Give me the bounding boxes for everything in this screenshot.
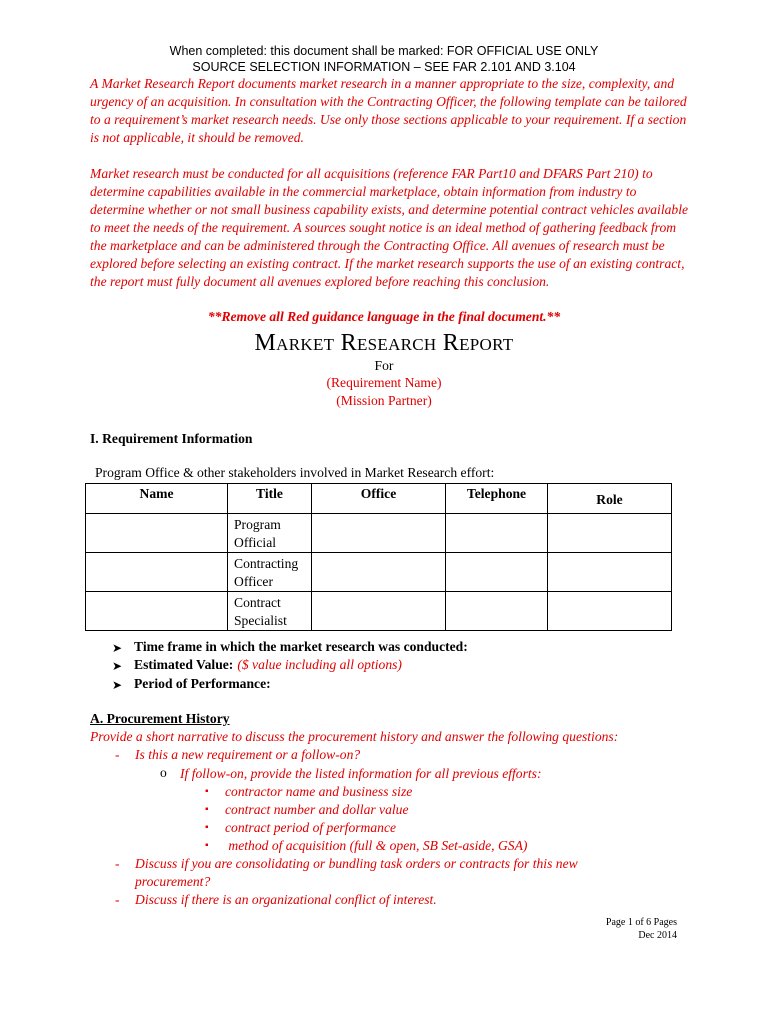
cell-office[interactable] bbox=[312, 553, 446, 592]
question-consolidating-line-1: Discuss if you are consolidating or bundling task orders or contracts for this new bbox=[135, 856, 578, 871]
question-conflict-of-interest: Discuss if there is an organizational conflict of interest. bbox=[135, 892, 437, 907]
classification-line-2: SOURCE SELECTION INFORMATION – SEE FAR 2.101 AND 3.104 bbox=[192, 60, 576, 74]
cell-telephone[interactable] bbox=[446, 514, 548, 553]
section-heading-procurement-history: A. Procurement History bbox=[90, 711, 230, 726]
list-item: contractor name and business size bbox=[225, 784, 413, 799]
cell-office[interactable] bbox=[312, 592, 446, 631]
section-heading-requirement-information: I. Requirement Information bbox=[90, 431, 253, 446]
table-row bbox=[86, 514, 672, 553]
title-for: For bbox=[374, 358, 394, 373]
cell-office[interactable] bbox=[312, 514, 446, 553]
circle-bullet: o bbox=[160, 765, 167, 780]
page-number: Page 1 of 6 Pages bbox=[605, 917, 677, 928]
col-header-office: Office bbox=[312, 484, 446, 514]
bullet-period-of-performance: ➤ Period of Performance: bbox=[112, 676, 271, 692]
arrow-bullet-icon: ➤ bbox=[112, 678, 123, 692]
requirement-name: (Requirement Name) bbox=[326, 375, 442, 390]
classification-line-1: When completed: this document shall be marked: FOR OFFICIAL USE ONLY bbox=[169, 44, 599, 58]
cell-title: Program Official bbox=[228, 514, 312, 553]
question-consolidating-line-2: procurement? bbox=[135, 874, 211, 889]
mission-partner: (Mission Partner) bbox=[336, 393, 432, 408]
table-row bbox=[86, 592, 672, 631]
square-bullet: ▪ bbox=[205, 840, 209, 851]
stakeholders-table bbox=[85, 483, 672, 631]
cell-role[interactable] bbox=[548, 592, 672, 631]
dash-bullet: - bbox=[115, 856, 120, 871]
col-header-role: Role bbox=[548, 484, 672, 514]
square-bullet: ▪ bbox=[205, 786, 209, 797]
follow-on-instructions: If follow-on, provide the listed information for all previous efforts: bbox=[180, 766, 542, 781]
bullet-timeframe: ➤ Time frame in which the market research was conducted: bbox=[112, 639, 468, 655]
square-bullet: ▪ bbox=[205, 804, 209, 815]
question-new-or-follow-on: Is this a new requirement or a follow-on? bbox=[135, 747, 361, 762]
col-header-name: Name bbox=[86, 484, 228, 514]
table-header-row bbox=[86, 484, 672, 514]
cell-role[interactable] bbox=[548, 514, 672, 553]
dash-bullet: - bbox=[115, 747, 120, 762]
arrow-bullet-icon: ➤ bbox=[112, 641, 123, 655]
col-header-telephone: Telephone bbox=[446, 484, 548, 514]
cell-role[interactable] bbox=[548, 553, 672, 592]
cell-name[interactable] bbox=[86, 514, 228, 553]
cell-name[interactable] bbox=[86, 592, 228, 631]
col-header-title: Title bbox=[228, 484, 312, 514]
cell-telephone[interactable] bbox=[446, 592, 548, 631]
guidance-paragraph-2: Market research must be conducted for all acquisitions (reference FAR Part10 and DFARS Part 210) to determine capabilities available in the commercial marketplace, obtain information from industry to determine whether or not small business capability exists, and determine potential contract vehicles available to meet the needs of the requirement. A sources sought notice is an ideal method of gathering feedback from the marketplace and can be administered through the Contracting Office. All avenues of research must be explored before selecting an existing contract. If the market research supports the use of an existing contract, the report must fully document all avenues explored before reaching this conclusion. bbox=[90, 166, 689, 289]
square-bullet: ▪ bbox=[205, 822, 209, 833]
list-item: contract number and dollar value bbox=[225, 802, 409, 817]
dash-bullet: - bbox=[115, 892, 120, 907]
footer-date: Dec 2014 bbox=[638, 930, 677, 941]
cell-telephone[interactable] bbox=[446, 553, 548, 592]
estimated-value-hint: ($ value including all options) bbox=[237, 657, 402, 672]
cell-title: Contract Specialist bbox=[228, 592, 312, 631]
cell-name[interactable] bbox=[86, 553, 228, 592]
cell-title: Contracting Officer bbox=[228, 553, 312, 592]
procurement-history-intro: Provide a short narrative to discuss the procurement history and answer the following questions: bbox=[90, 729, 619, 744]
table-row bbox=[86, 553, 672, 592]
arrow-bullet-icon: ➤ bbox=[112, 659, 123, 673]
bullet-estimated-value: ➤ Estimated Value: ($ value including all options) bbox=[112, 657, 402, 673]
document-title: Market Research Report bbox=[254, 330, 514, 356]
list-item: method of acquisition (full & open, SB Set-aside, GSA) bbox=[225, 838, 528, 853]
list-item: contract period of performance bbox=[225, 820, 397, 835]
guidance-paragraph-1: A Market Research Report documents market research in a manner appropriate to the size, complexity, and urgency of an acquisition. In consultation with the Contracting Officer, the following template can be tailored to a requirement’s market research needs. Use only those sections applicable to your requirement. If a section is not applicable, it should be removed. bbox=[90, 76, 687, 145]
stakeholders-intro: Program Office & other stakeholders involved in Market Research effort: bbox=[95, 465, 495, 480]
remove-guidance-note: **Remove all Red guidance language in the final document.** bbox=[207, 309, 561, 324]
